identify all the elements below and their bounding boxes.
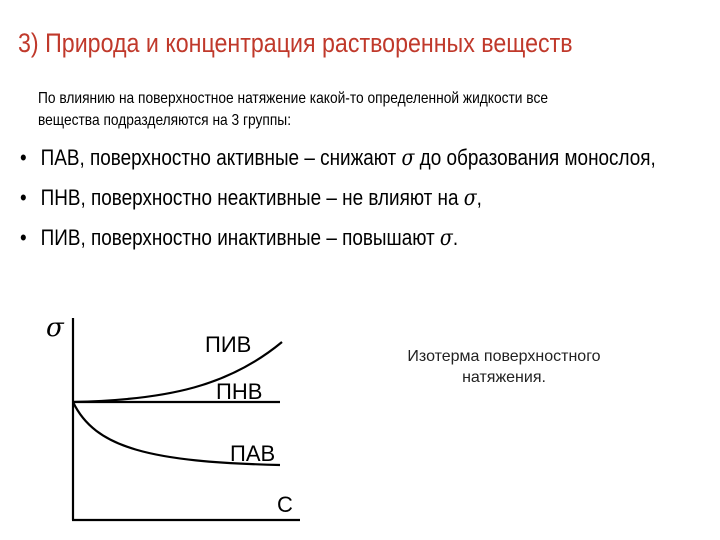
- bullet-piv-text: ПИВ, поверхностно инактивные – повышают: [40, 225, 440, 250]
- bullet-marker: •: [20, 185, 27, 210]
- diagram-caption: [376, 346, 632, 388]
- bullet-pnv-tail: ,: [476, 185, 482, 210]
- intro-line-1: По влиянию на поверхностное натяжение какой-то определенной жидкости все: [38, 90, 548, 107]
- bullet-pav-tail: до образования монослоя,: [414, 145, 656, 170]
- label-pnv: ПНВ: [216, 379, 263, 404]
- bullet-marker: •: [20, 225, 27, 250]
- page-title: 3) Природа и концентрация растворенных веществ: [18, 28, 573, 58]
- label-piv: ПИВ: [205, 332, 252, 357]
- caption-line-1: Изотерма поверхностного: [407, 348, 601, 365]
- y-axis-label: σ: [46, 313, 64, 343]
- bullet-pnv-text: ПНВ, поверхностно неактивные – не влияют на: [40, 185, 464, 210]
- bullet-pav-text: ПАВ, поверхностно активные – снижают: [40, 145, 402, 170]
- bullet-piv-tail: .: [452, 225, 459, 250]
- sigma-symbol: σ: [463, 186, 477, 211]
- intro-line-2: вещества подразделяются на 3 группы:: [38, 112, 292, 129]
- x-axis-label: С: [277, 492, 293, 517]
- sigma-symbol: σ: [401, 146, 415, 171]
- caption-line-2: натяжения.: [462, 369, 546, 386]
- sigma-symbol: σ: [439, 226, 453, 251]
- label-pav: ПАВ: [230, 441, 276, 466]
- bullet-marker: •: [20, 145, 27, 170]
